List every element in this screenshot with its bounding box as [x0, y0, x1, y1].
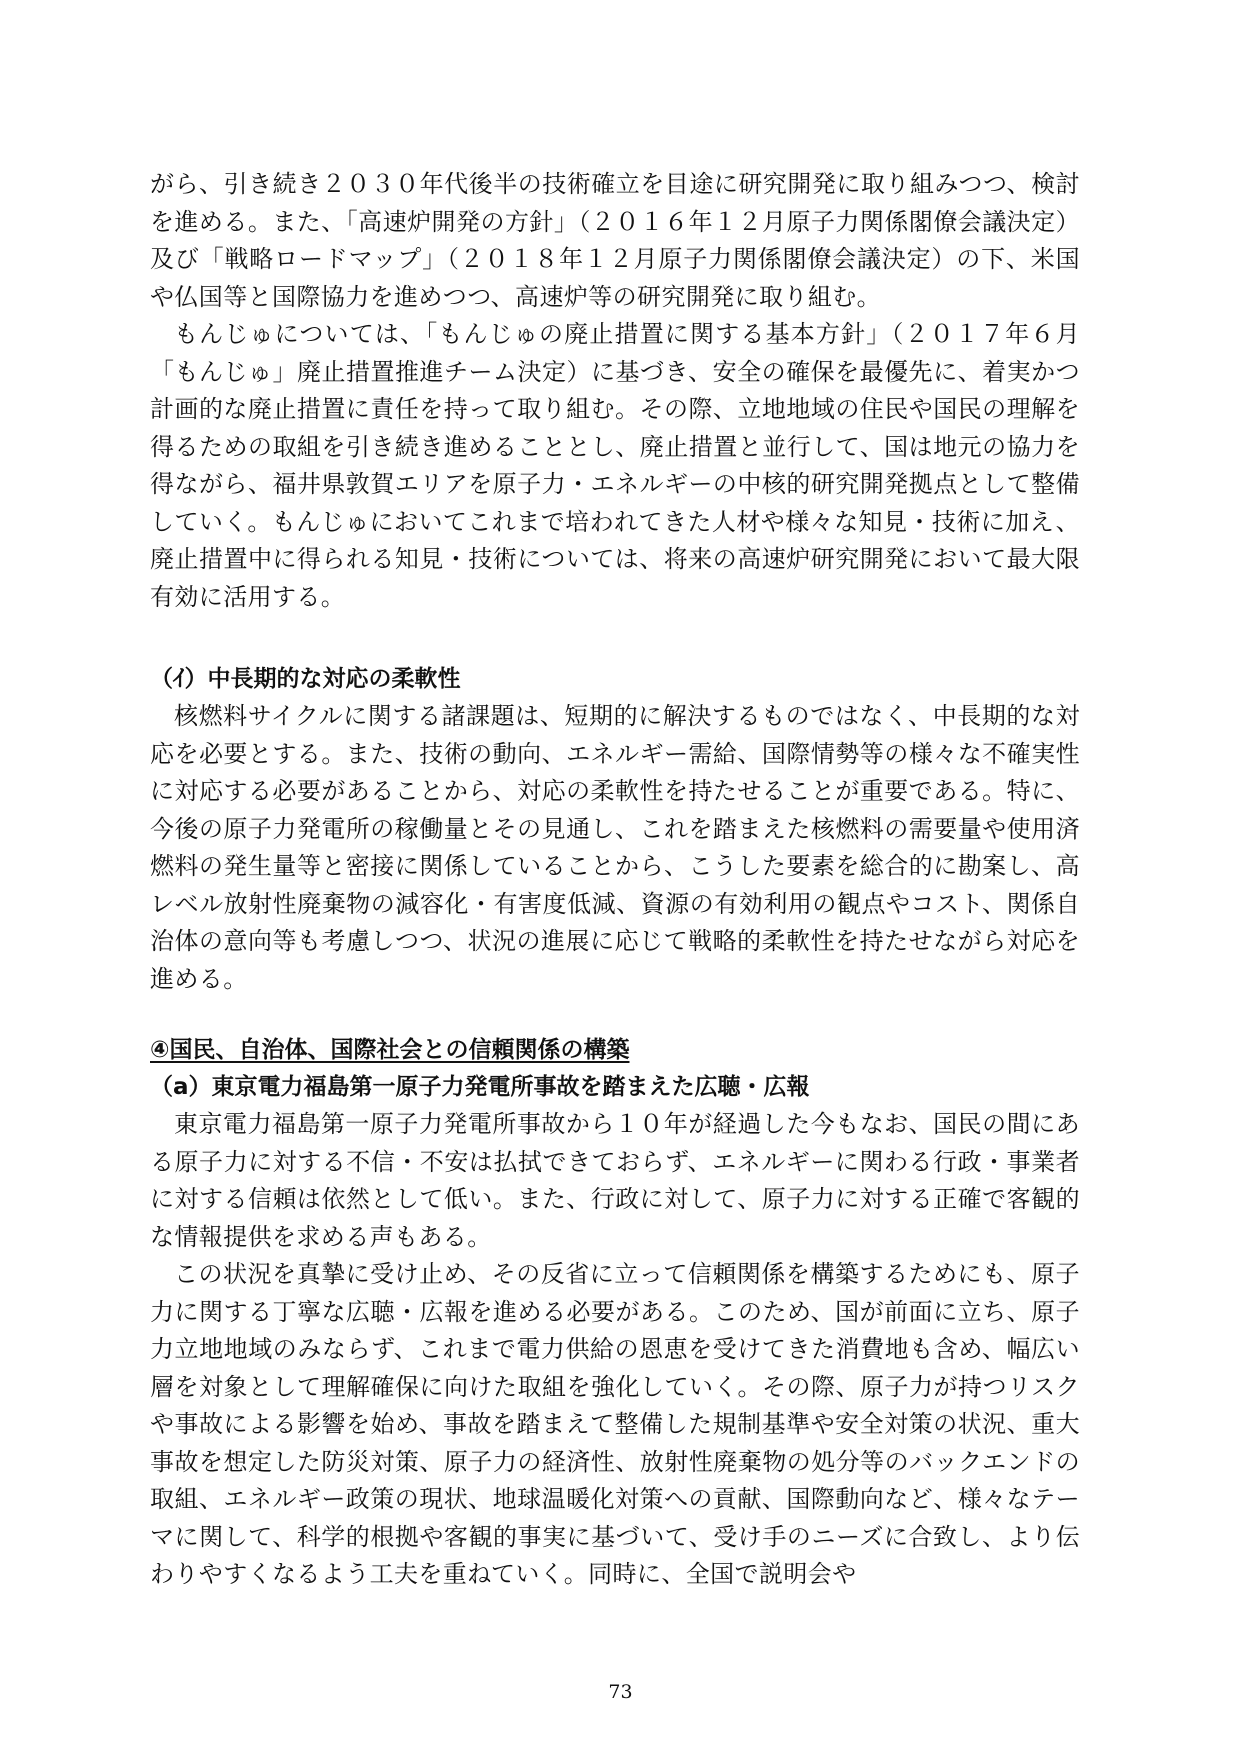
paragraph-distrust: 東京電力福島第一原子力発電所事故から１０年が経過した今もなお、国民の間にある原子力に対する不信・不安は払拭できておらず、エネルギーに関わる行政・事業者に対する信頼は依然として低い。また、行政に対して、原子力に対する正確で客観的な情報提供を求める声もある。 [150, 1110, 1081, 1251]
paragraph-research-continuation: がら、引き続き２０３０年代後半の技術確立を目途に研究開発に取り組みつつ、検討を進める。また、「高速炉開発の方針」（２０１６年１２月原子力関係閣僚会議決定）及び「戦略ロードマップ」（２０１８年１２月原子力関係閣僚会議決定）の下、米国や仏国等と国際協力を進めつつ、高速炉等の研究開発に取り組む。 [150, 170, 1080, 311]
paragraph-public-relations: この状況を真摯に受け止め、その反省に立って信頼関係を構築するためにも、原子力に関する丁寧な広聴・広報を進める必要がある。このため、国が前面に立ち、原子力立地地域のみならず、これまで電力供給の恩恵を受けてきた消費地も含め、幅広い層を対象として理解確保に向けた取組を強化していく。その際、原子力が持つリスクや事故による影響を始め、事故を踏まえて整備した規制基準や安全対策の状況、重大事故を想定した防災対策、原子力の経済性、放射性廃棄物の処分等のバックエンドの取組、エネルギー政策の現状、地球温暖化対策への貢献、国際動向など、様々なテーマに関して、科学的根拠や客観的事実に基づいて、受け手のニーズに合致し、より伝わりやすくなるよう工夫を重ねていく。同時に、全国で説明会や [150, 1260, 1080, 1588]
flexibility-text-block [150, 698, 1080, 998]
intro-text-block [150, 166, 1080, 616]
trust-text-block [150, 1106, 1080, 1594]
section-heading-trust: ④国民、自治体、国際社会との信頼関係の構築 [150, 1037, 630, 1063]
paragraph-flexibility: 核燃料サイクルに関する諸課題は、短期的に解決するものではなく、中長期的な対応を必要とする。また、技術の動向、エネルギー需給、国際情勢等の様々な不確実性に対応する必要があることから、対応の柔軟性を持たせることが重要である。特に、今後の原子力発電所の稼働量とその見通し、これを踏まえた核燃料の需要量や使用済燃料の発生量等と密接に関係していることから、こうした要素を総合的に勘案し、高レベル放射性廃棄物の減容化・有害度低減、資源の有効利用の観点やコスト、関係自治体の意向等も考慮しつつ、状況の進展に応じて戦略的柔軟性を持たせながら対応を進める。 [150, 702, 1080, 993]
section-heading-flexibility: （ｲ）中長期的な対応の柔軟性 [150, 666, 461, 692]
paragraph-monju: もんじゅについては、「もんじゅの廃止措置に関する基本方針」（２０１７年６月「もんじゅ」廃止措置推進チーム決定）に基づき、安全の確保を最優先に、着実かつ計画的な廃止措置に責任を持って取り組む。その際、立地地域の住民や国民の理解を得るための取組を引き続き進めることとし、廃止措置と並行して、国は地元の協力を得ながら、福井県敦賀エリアを原子力・エネルギーの中核的研究開発拠点として整備していく。もんじゅにおいてこれまで培われてきた人材や様々な知見・技術に加え、廃止措置中に得られる知見・技術については、将来の高速炉研究開発において最大限有効に活用する。 [150, 320, 1080, 611]
sub-heading-public-relations: （a）東京電力福島第一原子力発電所事故を踏まえた広聴・広報 [150, 1074, 810, 1100]
page-number: 73 [608, 1681, 633, 1703]
